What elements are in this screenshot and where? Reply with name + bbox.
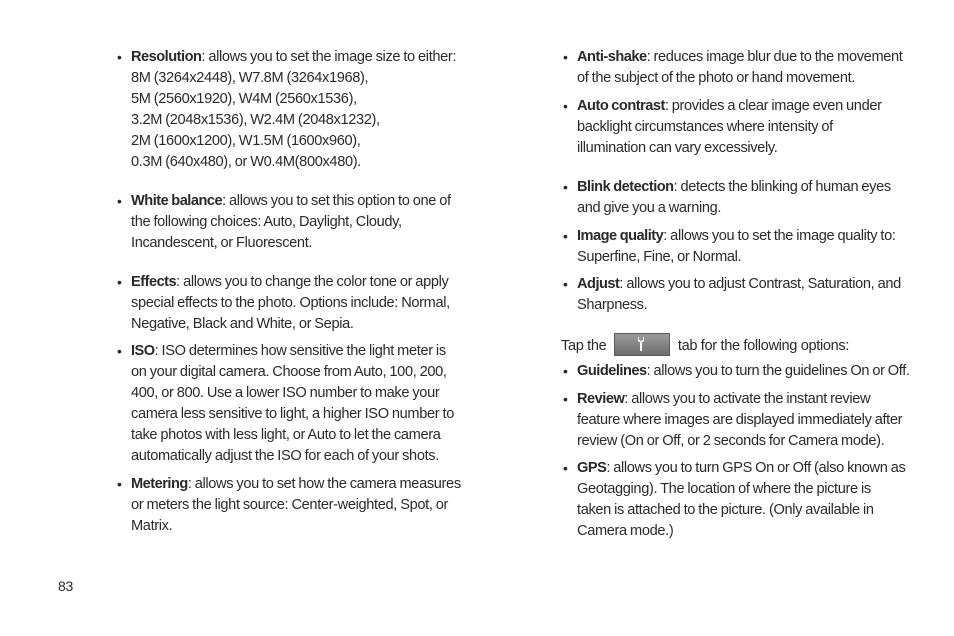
term-white-balance: White balance	[131, 193, 223, 209]
text-line: 3.2M (2048x1536), W2.4M (2048x1232),	[131, 112, 380, 128]
text-line: Incandescent, or Fluorescent.	[131, 235, 313, 251]
bullet-dot: •	[117, 193, 122, 209]
text-line: 5M (2560x1920), W4M (2560x1536),	[131, 91, 357, 107]
term-review: Review	[577, 391, 625, 407]
text-line: : allows you to set the image size to either:	[201, 49, 457, 65]
text-line: Geotagging). The location of where the picture is	[577, 481, 871, 497]
text-line: backlight circumstances where intensity of	[577, 119, 833, 135]
text-line: : reduces image blur due to the movement	[646, 49, 903, 65]
bullet-auto-contrast	[563, 96, 882, 159]
text-line: take photos with less light, or Auto to let the camera	[131, 427, 441, 443]
bullet-review	[563, 389, 903, 452]
text-line: the following choices: Auto, Daylight, Cloudy,	[131, 214, 402, 230]
text-line: 8M (3264x2448), W7.8M (3264x1968),	[131, 70, 369, 86]
bullet-resolution	[117, 47, 457, 173]
bullet-anti-shake	[563, 47, 903, 89]
term-gps: GPS	[577, 460, 607, 476]
bullet-dot: •	[563, 49, 568, 65]
text-line: : allows you to activate the instant review	[624, 391, 871, 407]
bullet-metering	[117, 474, 461, 537]
text-line: : allows you to set the image quality to:	[663, 228, 896, 244]
bullet-effects	[117, 272, 450, 335]
text-line: : allows you to adjust Contrast, Saturation, and	[619, 276, 901, 292]
page-number: 83	[58, 578, 73, 594]
term-anti-shake: Anti-shake	[577, 49, 647, 65]
text-line: Superfine, Fine, or Normal.	[577, 249, 742, 265]
text-line: illumination can vary excessively.	[577, 140, 778, 156]
text-line: : allows you to change the color tone or apply	[176, 274, 449, 290]
bullet-blink-detection	[563, 177, 891, 219]
bullet-dot: •	[563, 276, 568, 292]
bullet-dot: •	[563, 98, 568, 114]
text-line: 0.3M (640x480), or W0.4M(800x480).	[131, 154, 361, 170]
term-iso: ISO	[131, 343, 155, 359]
text-line: on your digital camera. Choose from Auto, 100, 200,	[131, 364, 447, 380]
bullet-dot: •	[117, 49, 122, 65]
text-line: Camera mode.)	[577, 523, 674, 539]
text-line: automatically adjust the ISO for each of your shots.	[131, 448, 439, 464]
text-line: Sharpness.	[577, 297, 648, 313]
text-line: : allows you to set this option to one of	[222, 193, 451, 209]
term-blink-detection: Blink detection	[577, 179, 674, 195]
text-line: Negative, Black and White, or Sepia.	[131, 316, 354, 332]
text-line: and give you a warning.	[577, 200, 722, 216]
bullet-dot: •	[563, 363, 568, 379]
term-metering: Metering	[131, 476, 188, 492]
term-image-quality: Image quality	[577, 228, 664, 244]
term-adjust: Adjust	[577, 276, 620, 292]
text-line: : allows you to turn the guidelines On or Off.	[646, 363, 910, 379]
text-line: taken is attached to the picture. (Only available in	[577, 502, 874, 518]
bullet-adjust	[563, 274, 901, 316]
tap-instruction	[561, 333, 849, 357]
text-line: : allows you to turn GPS On or Off (also known as	[606, 460, 906, 476]
bullet-dot: •	[563, 391, 568, 407]
bullet-white-balance	[117, 191, 451, 254]
text-line: of the subject of the photo or hand movement.	[577, 70, 855, 86]
bullet-iso	[117, 341, 454, 467]
bullet-dot: •	[117, 274, 122, 290]
bullet-dot: •	[117, 476, 122, 492]
text-line: : allows you to set how the camera measures	[187, 476, 461, 492]
term-effects: Effects	[131, 274, 177, 290]
text-line: 400, or 800. Use a lower ISO number to make your	[131, 385, 440, 401]
term-auto-contrast: Auto contrast	[577, 98, 665, 114]
wrench-settings-icon	[614, 333, 670, 356]
text-line: or meters the light source: Center-weighted, Spot, or	[131, 497, 449, 513]
text-line: : provides a clear image even under	[664, 98, 882, 114]
text-line: special effects to the photo. Options include: Normal,	[131, 295, 450, 311]
text-line: Matrix.	[131, 518, 173, 534]
bullet-gps	[563, 458, 906, 542]
text-line: 2M (1600x1200), W1.5M (1600x960),	[131, 133, 361, 149]
term-guidelines: Guidelines	[577, 363, 647, 379]
text-line: feature where images are displayed immediately after	[577, 412, 903, 428]
tap-before-text: Tap the	[561, 338, 607, 354]
text-line: review (On or Off, or 2 seconds for Camera mode).	[577, 433, 885, 449]
bullet-guidelines	[563, 361, 910, 382]
bullet-dot: •	[117, 343, 122, 359]
text-line: camera less sensitive to light, a higher ISO number to	[131, 406, 454, 422]
tap-after-text: tab for the following options:	[677, 338, 850, 354]
bullet-dot: •	[563, 179, 568, 195]
text-line: : detects the blinking of human eyes	[673, 179, 891, 195]
text-line: : ISO determines how sensitive the light meter is	[154, 343, 446, 359]
term-resolution: Resolution	[131, 49, 202, 65]
bullet-dot: •	[563, 460, 568, 476]
bullet-dot: •	[563, 228, 568, 244]
bullet-image-quality	[563, 226, 896, 268]
